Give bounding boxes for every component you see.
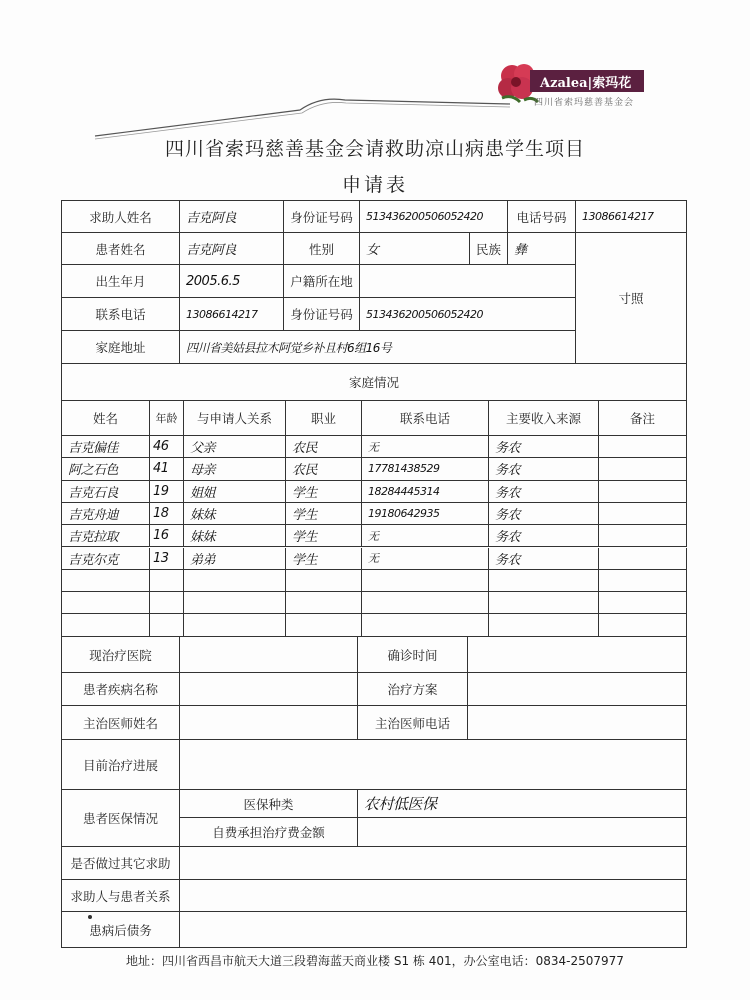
- doctor-phone-value[interactable]: [468, 706, 687, 740]
- family-cell-relation[interactable]: 姐姐: [184, 481, 286, 503]
- family-cell-phone[interactable]: 无: [362, 525, 489, 547]
- hospital-label: 现治疗医院: [62, 637, 180, 673]
- footer-address: 地址：四川省西昌市航天大道三段碧海蓝天商业楼 S1 栋 401，办公室电话：0834-2507977: [126, 954, 624, 968]
- family-cell-job[interactable]: [286, 570, 362, 592]
- family-cell-phone[interactable]: [362, 570, 489, 592]
- address-label: 家庭地址: [62, 331, 180, 364]
- family-cell-phone[interactable]: 无: [362, 548, 489, 570]
- family-cell-job[interactable]: 学生: [286, 503, 362, 525]
- other-aid-value[interactable]: [180, 847, 687, 880]
- relation-value[interactable]: [180, 880, 687, 912]
- scan-speck: [88, 915, 92, 919]
- family-cell-job[interactable]: 农民: [286, 436, 362, 458]
- family-cell-age[interactable]: 19: [150, 481, 184, 503]
- form-subtitle: 申请表: [341, 174, 408, 196]
- family-cell-income[interactable]: [489, 592, 599, 614]
- address-value[interactable]: 四川省美姑县拉木阿觉乡补且村6组16号: [180, 331, 576, 364]
- treatment-plan-label: 治疗方案: [358, 673, 468, 706]
- debt-label: 患病后债务: [62, 912, 180, 948]
- family-cell-income[interactable]: 务农: [489, 525, 599, 547]
- progress-label: 目前治疗进展: [62, 740, 180, 790]
- insurance-type-value[interactable]: 农村低医保: [358, 790, 687, 818]
- family-cell-income[interactable]: 务农: [489, 503, 599, 525]
- family-cell-name[interactable]: 吉克拉取: [62, 525, 150, 547]
- family-cell-job[interactable]: 农民: [286, 458, 362, 480]
- family-cell-name[interactable]: [62, 614, 150, 636]
- family-cell-name[interactable]: 吉克偏佳: [62, 436, 150, 458]
- contact-phone-label: 联系电话: [62, 298, 180, 331]
- family-cell-note[interactable]: [599, 570, 687, 592]
- family-cell-age[interactable]: 16: [150, 525, 184, 547]
- family-section-title: 家庭情况: [62, 364, 687, 401]
- family-cell-phone[interactable]: 18284445314: [362, 481, 489, 503]
- family-cell-name[interactable]: 吉克舟迪: [62, 503, 150, 525]
- other-aid-label: 是否做过其它求助: [62, 847, 180, 880]
- family-cell-relation[interactable]: [184, 570, 286, 592]
- family-cell-note[interactable]: [599, 481, 687, 503]
- self-pay-value[interactable]: [358, 818, 687, 847]
- hukou-value[interactable]: [360, 265, 576, 298]
- family-cell-name[interactable]: [62, 570, 150, 592]
- family-cell-job[interactable]: 学生: [286, 525, 362, 547]
- family-header-note: 备注: [599, 401, 687, 436]
- family-cell-relation[interactable]: 妹妹: [184, 503, 286, 525]
- family-cell-age[interactable]: [150, 570, 184, 592]
- family-cell-note[interactable]: [599, 592, 687, 614]
- progress-value[interactable]: [180, 740, 687, 790]
- family-header-age: 年龄: [150, 401, 184, 436]
- ethnicity-value[interactable]: 彝: [508, 233, 576, 265]
- family-header-relation: 与申请人关系: [184, 401, 286, 436]
- hospital-value[interactable]: [180, 637, 358, 673]
- patient-name-value[interactable]: 吉克阿良: [180, 233, 284, 265]
- family-cell-relation[interactable]: [184, 614, 286, 636]
- applicant-name-label: 求助人姓名: [62, 201, 180, 233]
- doctor-name-label: 主治医师姓名: [62, 706, 180, 740]
- family-cell-income[interactable]: [489, 614, 599, 636]
- ethnicity-label: 民族: [470, 233, 508, 265]
- family-cell-job[interactable]: 学生: [286, 481, 362, 503]
- family-cell-age[interactable]: 18: [150, 503, 184, 525]
- family-header-name: 姓名: [62, 401, 150, 436]
- family-cell-relation[interactable]: 父亲: [184, 436, 286, 458]
- hukou-label: 户籍所在地: [284, 265, 360, 298]
- patient-id-value[interactable]: 513436200506052420: [360, 298, 576, 331]
- family-cell-age[interactable]: 46: [150, 436, 184, 458]
- diagnosis-time-value[interactable]: [468, 637, 687, 673]
- gender-label: 性别: [284, 233, 360, 265]
- family-cell-phone[interactable]: [362, 614, 489, 636]
- family-cell-age[interactable]: 41: [150, 458, 184, 480]
- applicant-phone-label: 电话号码: [508, 201, 576, 233]
- doctor-phone-label: 主治医师电话: [358, 706, 468, 740]
- family-cell-job[interactable]: 学生: [286, 548, 362, 570]
- gender-value[interactable]: 女: [360, 233, 470, 265]
- family-cell-relation[interactable]: [184, 592, 286, 614]
- family-cell-note[interactable]: [599, 614, 687, 636]
- family-cell-age[interactable]: [150, 592, 184, 614]
- self-pay-label: 自费承担治疗费金额: [180, 818, 358, 847]
- logo-brand: Azalea|索玛花: [540, 76, 632, 91]
- applicant-id-label: 身份证号码: [284, 201, 360, 233]
- applicant-phone-value[interactable]: 13086614217: [576, 201, 687, 233]
- family-cell-note[interactable]: [599, 548, 687, 570]
- family-cell-phone[interactable]: 19180642935: [362, 503, 489, 525]
- family-cell-relation[interactable]: 弟弟: [184, 548, 286, 570]
- insurance-type-label: 医保种类: [180, 790, 358, 818]
- family-cell-income[interactable]: 务农: [489, 458, 599, 480]
- family-cell-name[interactable]: 阿之石色: [62, 458, 150, 480]
- family-cell-note[interactable]: [599, 525, 687, 547]
- family-cell-age[interactable]: 13: [150, 548, 184, 570]
- birth-value[interactable]: 2005.6.5: [180, 265, 284, 298]
- family-cell-name[interactable]: 吉克尔克: [62, 548, 150, 570]
- family-cell-income[interactable]: 务农: [489, 481, 599, 503]
- insurance-label: 患者医保情况: [62, 790, 180, 847]
- family-cell-phone[interactable]: 17781438529: [362, 458, 489, 480]
- family-cell-note[interactable]: [599, 458, 687, 480]
- family-cell-note[interactable]: [599, 503, 687, 525]
- family-cell-note[interactable]: [599, 436, 687, 458]
- patient-id-label: 身份证号码: [284, 298, 360, 331]
- relation-label: 求助人与患者关系: [62, 880, 180, 912]
- family-cell-job[interactable]: [286, 614, 362, 636]
- family-cell-phone[interactable]: [362, 592, 489, 614]
- logo-subtitle: 四川省索玛慈善基金会: [534, 98, 635, 108]
- contact-phone-value[interactable]: 13086614217: [180, 298, 284, 331]
- doctor-name-value[interactable]: [180, 706, 358, 740]
- application-table: [61, 200, 687, 948]
- treatment-plan-value[interactable]: [468, 673, 687, 706]
- patient-name-label: 患者姓名: [62, 233, 180, 265]
- family-cell-phone[interactable]: 无: [362, 436, 489, 458]
- family-cell-income[interactable]: 务农: [489, 436, 599, 458]
- family-header-job: 职业: [286, 401, 362, 436]
- disease-value[interactable]: [180, 673, 358, 706]
- family-header-income: 主要收入来源: [489, 401, 599, 436]
- debt-value[interactable]: [180, 912, 687, 948]
- photo-box[interactable]: 寸照: [576, 233, 687, 364]
- family-cell-job[interactable]: [286, 592, 362, 614]
- family-cell-age[interactable]: [150, 614, 184, 636]
- birth-label: 出生年月: [62, 265, 180, 298]
- family-cell-relation[interactable]: 妹妹: [184, 525, 286, 547]
- diagnosis-time-label: 确诊时间: [358, 637, 468, 673]
- family-cell-relation[interactable]: 母亲: [184, 458, 286, 480]
- family-cell-income[interactable]: 务农: [489, 548, 599, 570]
- form-title: 四川省索玛慈善基金会请救助凉山病患学生项目: [164, 138, 585, 160]
- family-header-phone: 联系电话: [362, 401, 489, 436]
- family-cell-income[interactable]: [489, 570, 599, 592]
- family-cell-name[interactable]: 吉克石良: [62, 481, 150, 503]
- logo: [494, 58, 654, 114]
- applicant-id-value[interactable]: 513436200506052420: [360, 201, 508, 233]
- disease-label: 患者疾病名称: [62, 673, 180, 706]
- applicant-name-value[interactable]: 吉克阿良: [180, 201, 284, 233]
- family-cell-name[interactable]: [62, 592, 150, 614]
